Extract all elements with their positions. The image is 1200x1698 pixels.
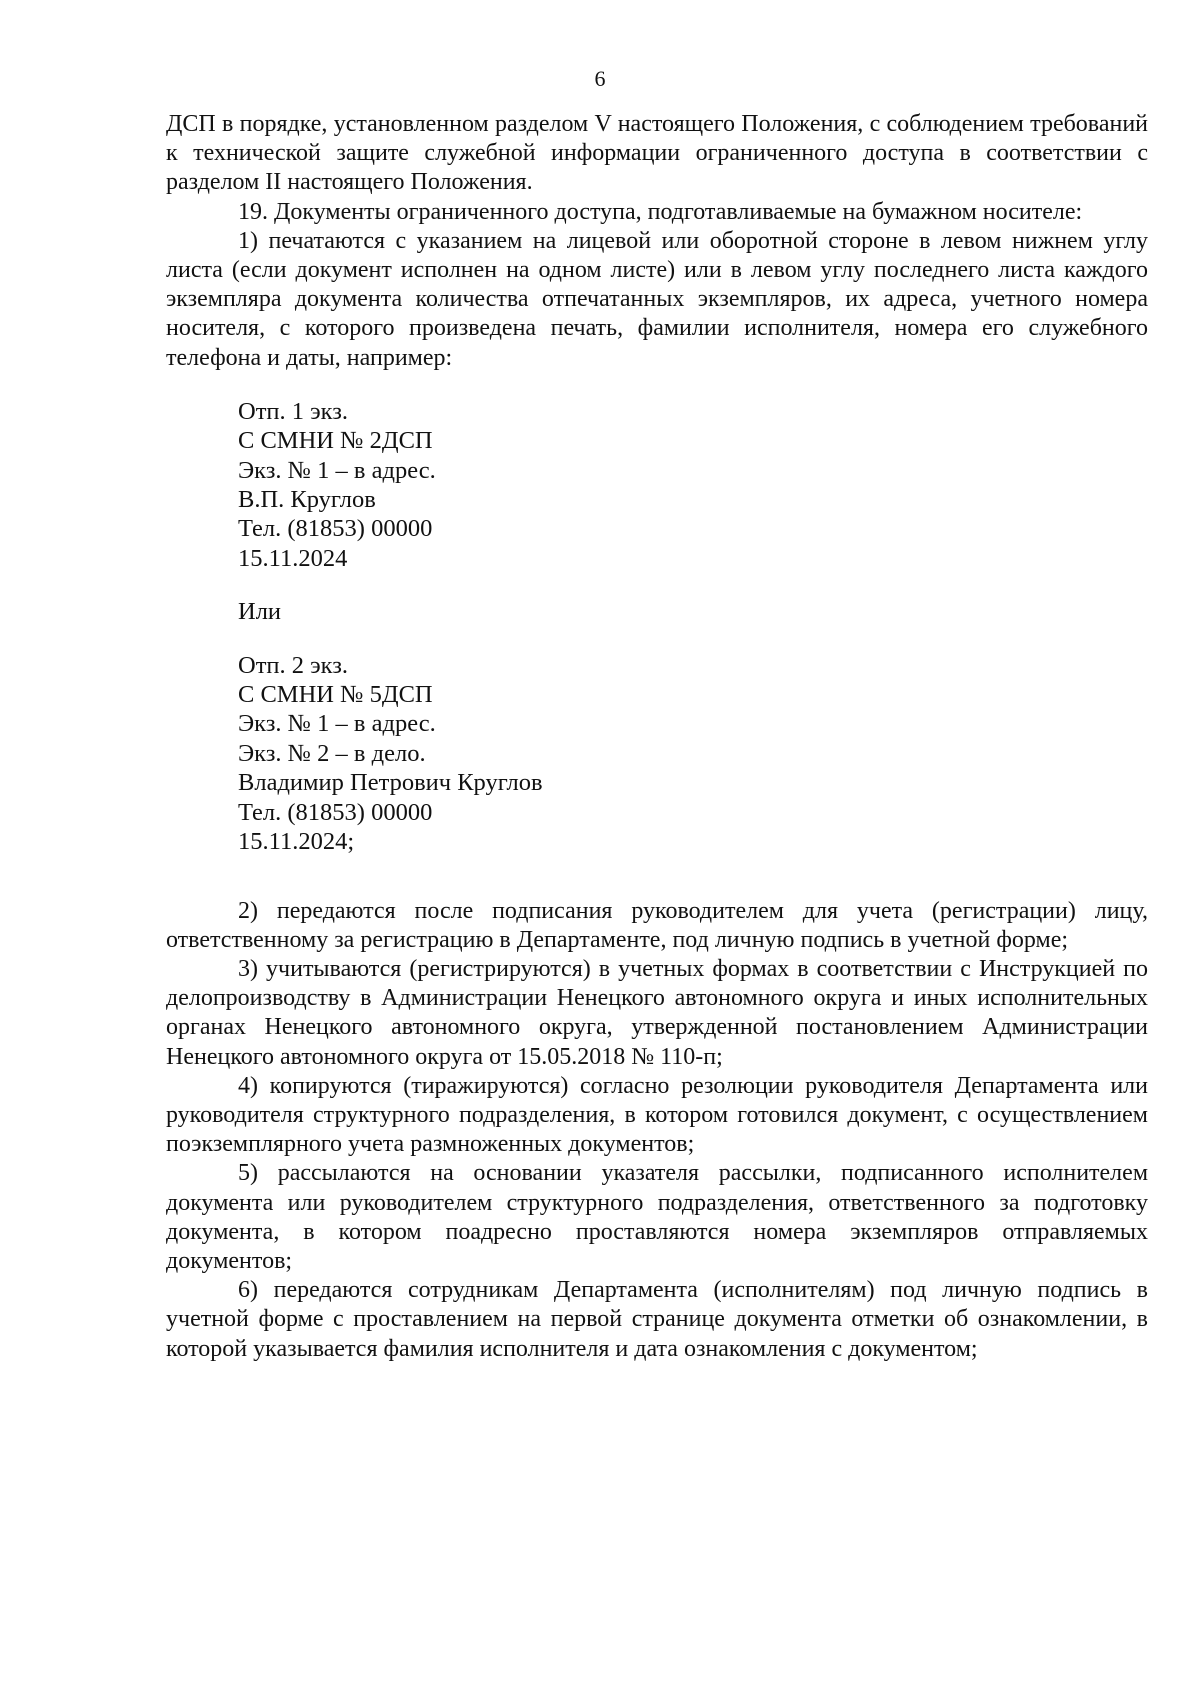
- page-number: 6: [594, 66, 606, 91]
- example-block-2: [166, 651, 1148, 857]
- example-2-line: Экз. № 2 – в дело.: [238, 739, 426, 767]
- example-2-line: С СМНИ № 5ДСП: [238, 681, 433, 709]
- paragraph-continuation: ДСП в порядке, установленном разделом V настоящего Положения, с соблюдением требований к технической защите служебной информации ограниченного доступа в соответствии с разделом II настоящего Положения.: [166, 111, 1148, 196]
- paragraph-item-4: 4) копируются (тиражируются) согласно резолюции руководителя Департамента или руководителя структурного подразделения, в котором готовился документ, с осуществлением поэкземплярного учета размноженных документов;: [166, 1072, 1148, 1158]
- example-1-line: Отп. 1 экз.: [238, 397, 349, 425]
- paragraph-clause-19: 19. Документы ограниченного доступа, подготавливаемые на бумажном носителе:: [238, 198, 1083, 225]
- example-2-line: Тел. (81853) 00000: [238, 798, 433, 826]
- paragraph-item-2: 2) передаются после подписания руководителем для учета (регистрации) лицу, ответственному за регистрацию в Департаменте, под личную подпись в учетной форме;: [166, 897, 1148, 953]
- paragraph-item-1: 1) печатаются с указанием на лицевой или оборотной стороне в левом нижнем углу листа (если документ исполнен на одном листе) или в левом углу последнего листа каждого экземпляра документа количества отпечатанных экземпляров, их адреса, учетного номера носителя, с которого произведена печать, фамилии исполнителя, номера его служебного телефона и даты, например:: [166, 227, 1148, 371]
- example-2-line: 15.11.2024;: [238, 828, 355, 856]
- example-1-line: С СМНИ № 2ДСП: [238, 427, 433, 455]
- example-block-1: [166, 397, 1148, 573]
- example-1-line: Экз. № 1 – в адрес.: [238, 456, 436, 484]
- example-2-line: Владимир Петрович Круглов: [238, 769, 543, 797]
- paragraph-item-6: 6) передаются сотрудникам Департамента (исполнителям) под личную подпись в учетной форме с проставлением на первой странице документа отметки об ознакомлении, в которой указывается фамилия исполнителя и дата ознакомления с документом;: [166, 1277, 1148, 1362]
- document-body: [166, 110, 1148, 1364]
- example-1-line: 15.11.2024: [238, 544, 348, 572]
- example-1-line: В.П. Круглов: [238, 486, 376, 514]
- example-2-line: Экз. № 1 – в адрес.: [238, 710, 436, 738]
- separator-text: Или: [238, 598, 282, 626]
- example-1-line: Тел. (81853) 00000: [238, 515, 433, 543]
- paragraph-item-5: 5) рассылаются на основании указателя рассылки, подписанного исполнителем документа или руководителем структурного подразделения, ответственного за подготовку документа, в котором поадресно проставляются номера экземпляров отправляемых документов;: [166, 1160, 1148, 1274]
- example-2-line: Отп. 2 экз.: [238, 651, 349, 679]
- example-separator: [166, 597, 1148, 626]
- paragraph-item-3: 3) учитываются (регистрируются) в учетных формах в соответствии с Инструкцией по делопроизводству в Администрации Ненецкого автономного округа и иных исполнительных органах Ненецкого автономного округа, утвержденной постановлением Администрации Ненецкого автономного округа от 15.05.2018 № 110-п;: [166, 955, 1148, 1070]
